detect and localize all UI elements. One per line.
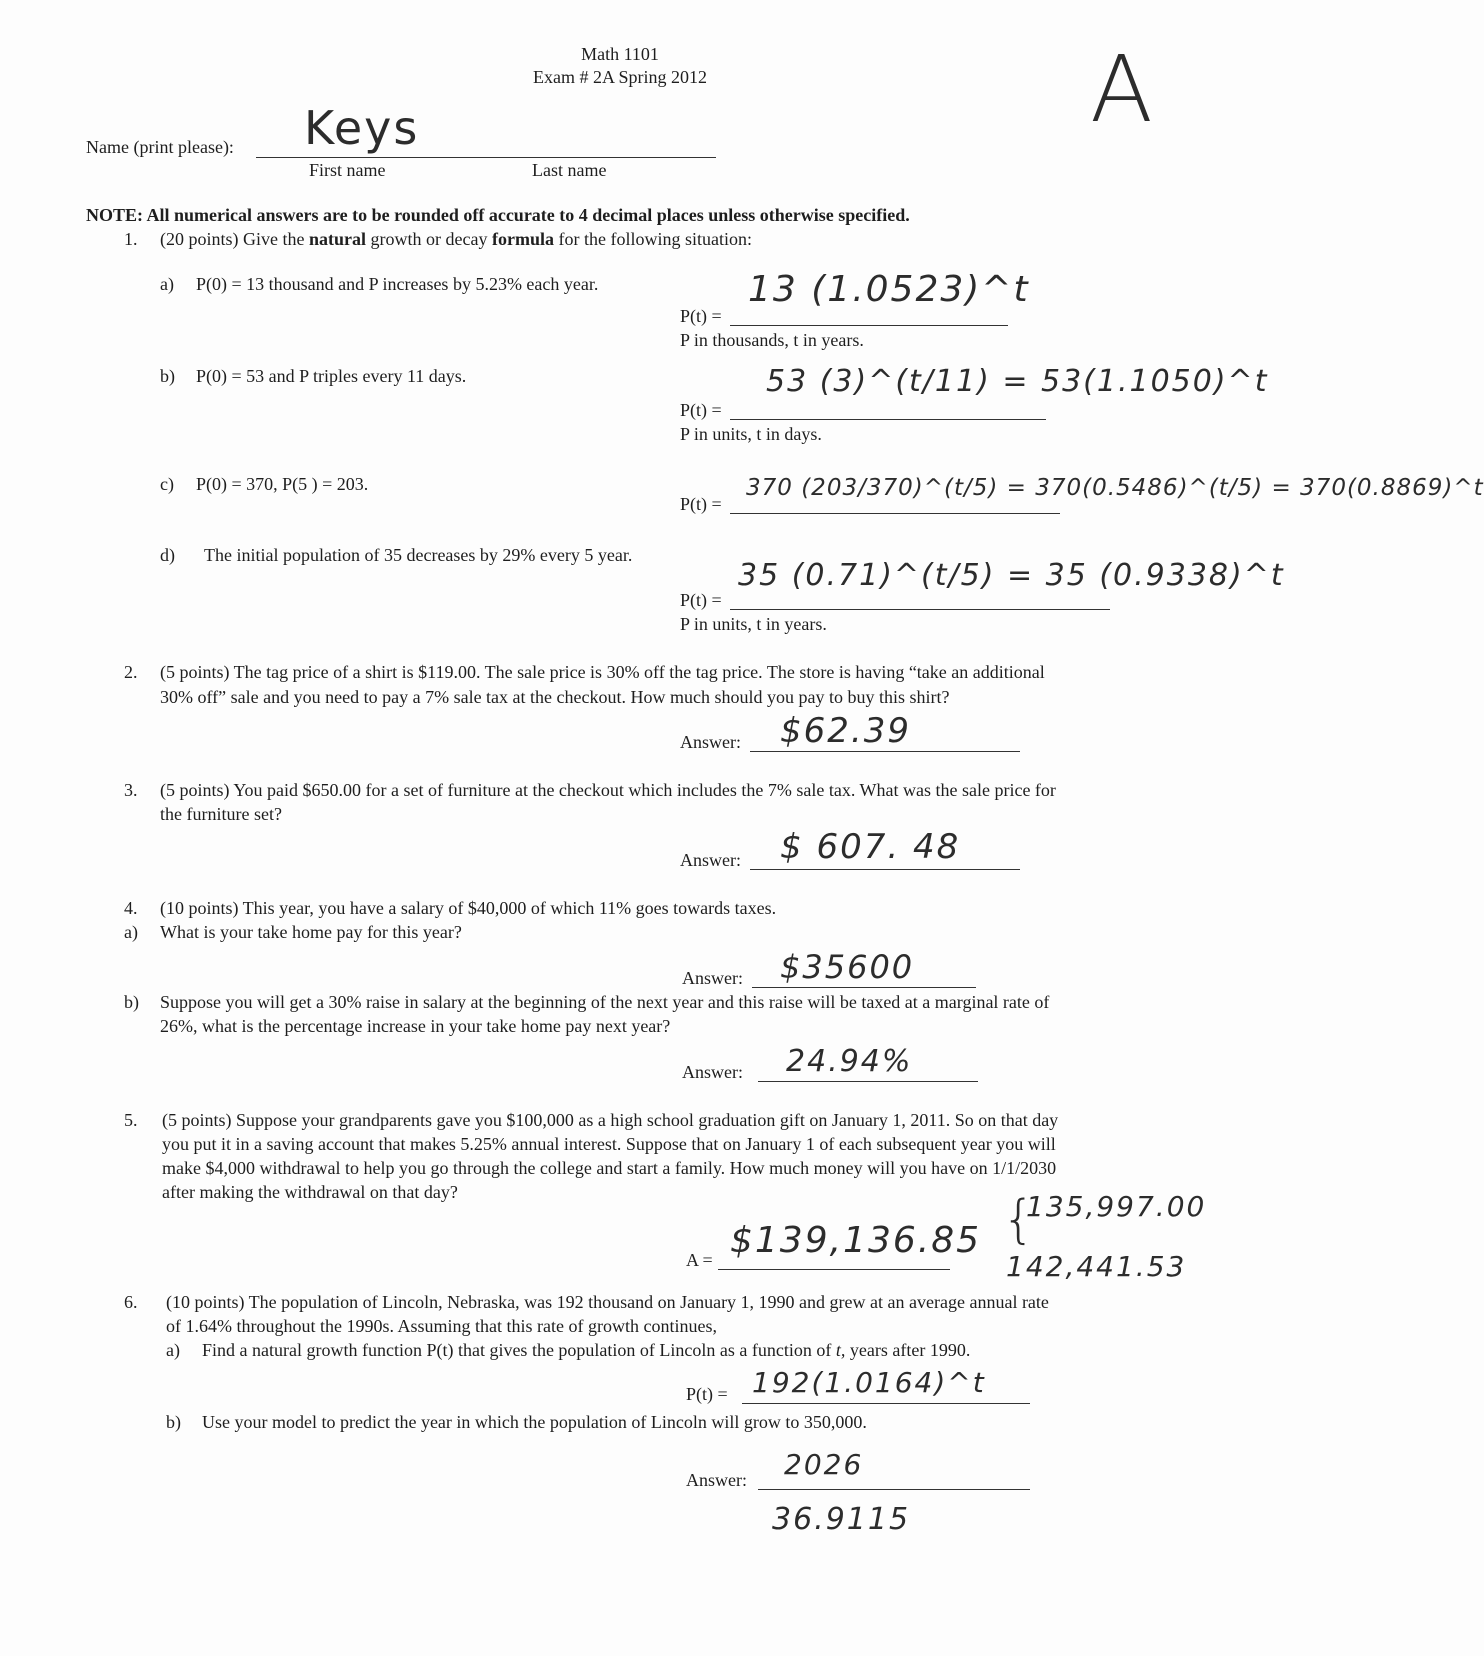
q4a-answer-label: Answer: xyxy=(682,968,743,988)
q5-line4: after making the withdrawal on that day? xyxy=(162,1182,458,1202)
q6a-answer-label: P(t) = xyxy=(686,1384,728,1404)
q5-brace: { xyxy=(1002,1190,1036,1250)
note: NOTE: All numerical answers are to be rounded off accurate to 4 decimal places unless otherwise specified. xyxy=(86,205,910,225)
name-line xyxy=(256,157,716,158)
q1b-text: P(0) = 53 and P triples every 11 days. xyxy=(196,366,467,386)
q5-answer-label: A = xyxy=(686,1250,713,1270)
q1d-text: The initial population of 35 decreases by 29% every 5 year. xyxy=(204,545,633,565)
q6a-label: a) xyxy=(166,1340,180,1360)
version-letter: A xyxy=(1090,36,1155,143)
q6b-label: b) xyxy=(166,1412,181,1432)
q6-line2: of 1.64% throughout the 1990s. Assuming that this rate of growth continues, xyxy=(166,1316,717,1336)
q2-answer: $62.39 xyxy=(780,711,911,751)
q5-line1: (5 points) Suppose your grandparents gave you $100,000 as a high school graduation gift on January 1, 2011. So on that day xyxy=(162,1110,1059,1130)
q1c-answer-line xyxy=(730,513,1060,514)
q1a-answer-line xyxy=(730,325,1008,326)
q6a-answer: 192(1.0164)^t xyxy=(752,1366,986,1399)
q2-line1: (5 points) The tag price of a shirt is $119.00. The sale price is 30% off the tag price. The store is having “take an additional xyxy=(160,662,1045,682)
q1a-text: P(0) = 13 thousand and P increases by 5.23% each year. xyxy=(196,274,599,294)
q2-line2: 30% off” sale and you need to pay a 7% sale tax at the checkout. How much should you pay to buy this shirt? xyxy=(160,687,950,707)
q6-line1: (10 points) The population of Lincoln, Nebraska, was 192 thousand on January 1, 1990 and grew at an average annual rate xyxy=(166,1292,1049,1312)
q4a-answer: $35600 xyxy=(780,948,915,986)
q1d-label: d) xyxy=(160,545,175,565)
q5-number: 5. xyxy=(124,1110,138,1130)
q5-answer-line xyxy=(718,1269,950,1270)
q6b-answer: 2026 xyxy=(784,1448,864,1481)
q1-prompt-formula: formula xyxy=(491,229,554,249)
name-value: Keys xyxy=(304,101,420,155)
q4b-line2: 26%, what is the percentage increase in your take home pay next year? xyxy=(160,1016,671,1036)
q3-answer-label: Answer: xyxy=(680,850,741,870)
q1c-text: P(0) = 370, P(5 ) = 203. xyxy=(196,474,369,494)
q4a-label: a) xyxy=(124,922,138,942)
q4b-answer-label: Answer: xyxy=(682,1062,743,1082)
q3-line1: (5 points) You paid $650.00 for a set of furniture at the checkout which includes the 7% sale tax. What was the sale price for xyxy=(160,780,1056,800)
q1d-answer-line xyxy=(730,609,1110,610)
q1d-answer: 35 (0.71)^(t/5) = 35 (0.9338)^t xyxy=(738,558,1285,593)
q1a-answer: 13 (1.0523)^t xyxy=(748,269,1030,310)
q3-line2: the furniture set? xyxy=(160,804,282,824)
q5-alt2: 142,441.53 xyxy=(1006,1250,1187,1283)
q1a-units: P in thousands, t in years. xyxy=(680,330,864,350)
q3-answer: $ 607. 48 xyxy=(780,827,961,867)
q6b-work: 36.9115 xyxy=(772,1502,911,1537)
q1b-answer: 53 (3)^(t/11) = 53(1.1050)^t xyxy=(766,364,1269,399)
q1b-units: P in units, t in days. xyxy=(680,424,822,444)
q1c-label: c) xyxy=(160,474,174,494)
course-title: Math 1101 xyxy=(581,44,659,64)
exam-title: Exam # 2A Spring 2012 xyxy=(533,67,707,87)
q1a-label: a) xyxy=(160,274,174,294)
q1-prompt xyxy=(160,229,752,249)
q1b-answer-label: P(t) = xyxy=(680,400,722,420)
q5-line2: you put it in a saving account that makes 5.25% annual interest. Suppose that on January 1 of each subsequent year you will xyxy=(162,1134,1056,1154)
q2-number: 2. xyxy=(124,662,138,682)
q1d-answer-label: P(t) = xyxy=(680,590,722,610)
q4-line1: (10 points) This year, you have a salary of $40,000 of which 11% goes towards taxes. xyxy=(160,898,777,918)
q6a-text-end: years after 1990. xyxy=(849,1340,971,1360)
q1c-answer: 370 (203/370)^(t/5) = 370(0.5486)^(t/5) = 370(0.8869)^t xyxy=(746,475,1484,501)
q1-prompt-mid: growth or decay xyxy=(370,229,488,249)
q6a-text-t: t, xyxy=(835,1340,846,1360)
q1a-answer-label: P(t) = xyxy=(680,306,722,326)
q5-line3: make $4,000 withdrawal to help you go through the college and start a family. How much money will you have on 1/1/2030 xyxy=(162,1158,1057,1178)
q1b-answer-line xyxy=(730,419,1046,420)
q6b-answer-line xyxy=(758,1489,1030,1490)
q6a-text xyxy=(202,1340,970,1360)
q4b-label: b) xyxy=(124,992,139,1012)
q3-answer-line xyxy=(750,869,1020,870)
q1-number: 1. xyxy=(124,229,138,249)
q1b-label: b) xyxy=(160,366,175,386)
q6a-text-start: Find a natural growth function P(t) that gives the population of Lincoln as a function of xyxy=(202,1340,832,1360)
q4a-text: What is your take home pay for this year? xyxy=(160,922,462,942)
q4-number: 4. xyxy=(124,898,138,918)
q5-alt1: 135,997.00 xyxy=(1026,1190,1207,1223)
q4b-answer: 24.94% xyxy=(786,1044,913,1079)
last-name-label: Last name xyxy=(532,160,607,180)
q6-number: 6. xyxy=(124,1292,138,1312)
q1-prompt-end: for the following situation: xyxy=(558,229,752,249)
q4b-line1: Suppose you will get a 30% raise in salary at the beginning of the next year and this raise will be taxed at a marginal rate of xyxy=(160,992,1050,1012)
q1c-answer-label: P(t) = xyxy=(680,494,722,514)
name-label: Name (print please): xyxy=(86,137,234,157)
q6b-answer-label: Answer: xyxy=(686,1470,747,1490)
q3-number: 3. xyxy=(124,780,138,800)
q5-answer: $139,136.85 xyxy=(730,1220,982,1261)
first-name-label: First name xyxy=(309,160,386,180)
q2-answer-label: Answer: xyxy=(680,732,741,752)
q1d-units: P in units, t in years. xyxy=(680,614,827,634)
q6b-text: Use your model to predict the year in which the population of Lincoln will grow to 350,000. xyxy=(202,1412,867,1432)
q1-prompt-natural: natural xyxy=(308,229,366,249)
q1-prompt-start: (20 points) Give the xyxy=(160,229,305,249)
q6a-answer-line xyxy=(742,1403,1030,1404)
